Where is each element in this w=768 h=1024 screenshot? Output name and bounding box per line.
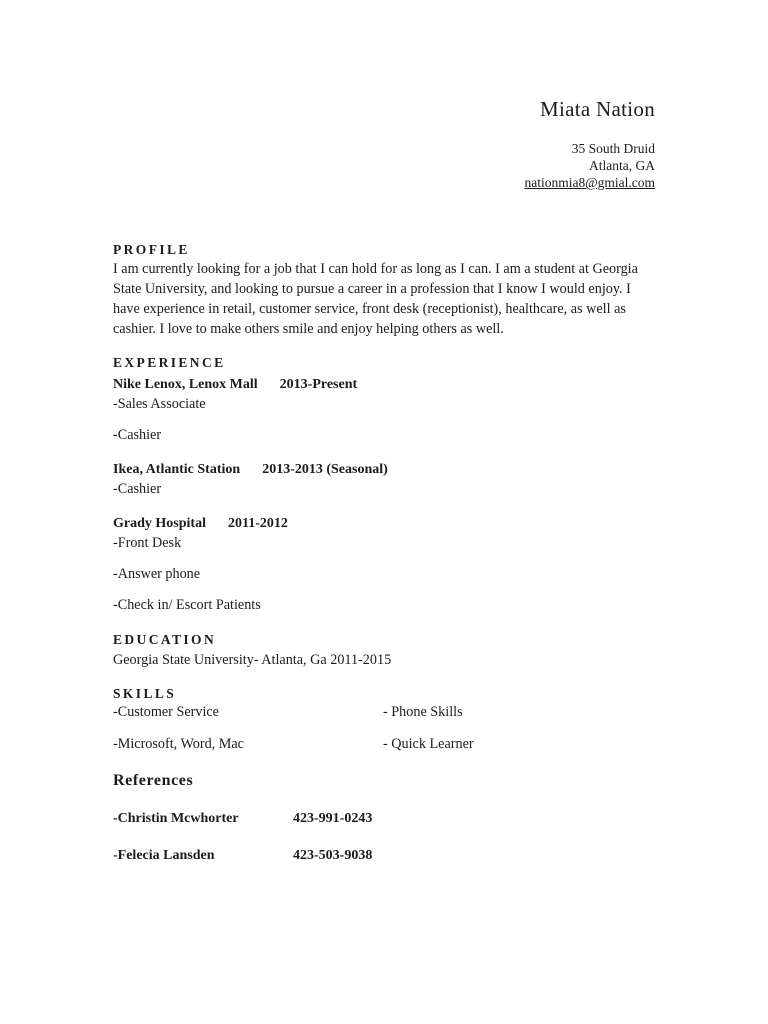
job-dates: 2013-2013 (Seasonal) [262, 462, 388, 477]
references-heading: References [113, 772, 194, 789]
reference-name: -Felecia Lansden [113, 848, 215, 863]
job-title [113, 462, 388, 478]
reference-name: -Christin Mcwhorter [113, 811, 239, 826]
job-duty: -Answer phone [113, 566, 201, 582]
job-dates: 2011-2012 [227, 516, 288, 531]
address-line-2: Atlanta, GA [589, 158, 655, 173]
job-duty: -Cashier [113, 481, 162, 497]
education-heading: EDUCATION [113, 632, 217, 647]
contact-block [524, 140, 655, 191]
job-title [113, 516, 288, 532]
applicant-name: Miata Nation [540, 97, 655, 121]
skill-item: -Customer Service [113, 704, 219, 720]
job-duty: -Cashier [113, 427, 162, 443]
profile-heading: PROFILE [113, 242, 190, 257]
reference-phone: 423-991-0243 [293, 811, 373, 826]
resume-page [113, 0, 657, 1024]
job-dates: 2013-Present [279, 377, 358, 392]
job-duty: -Front Desk [113, 535, 182, 551]
job-duty: -Check in/ Escort Patients [113, 597, 261, 613]
email-link[interactable]: nationmia8@gmial.com [524, 175, 655, 190]
skill-item: - Phone Skills [383, 704, 463, 720]
address-line-1: 35 South Druid [571, 141, 655, 156]
profile-text: I am currently looking for a job that I can hold for as long as I can. I am a student at Georgia State University, and looking to pursue a career in a profession that I know I would enjoy. I have experience in retail, customer service, front desk (receptionist), healthcare, as well as cashier. I love to make others smile and enjoy helping others as well. [113, 261, 638, 337]
experience-heading: EXPERIENCE [113, 355, 226, 370]
skill-item: - Quick Learner [383, 736, 474, 752]
reference-phone: 423-503-9038 [293, 848, 373, 863]
job-employer: Grady Hospital [113, 516, 206, 531]
skills-heading: SKILLS [113, 686, 177, 701]
education-text: Georgia State University- Atlanta, Ga 2011-2015 [113, 652, 392, 668]
job-title [113, 377, 357, 393]
job-duty: -Sales Associate [113, 396, 206, 412]
job-employer: Ikea, Atlantic Station [113, 462, 241, 477]
skill-item: -Microsoft, Word, Mac [113, 736, 244, 752]
job-employer: Nike Lenox, Lenox Mall [113, 377, 258, 392]
